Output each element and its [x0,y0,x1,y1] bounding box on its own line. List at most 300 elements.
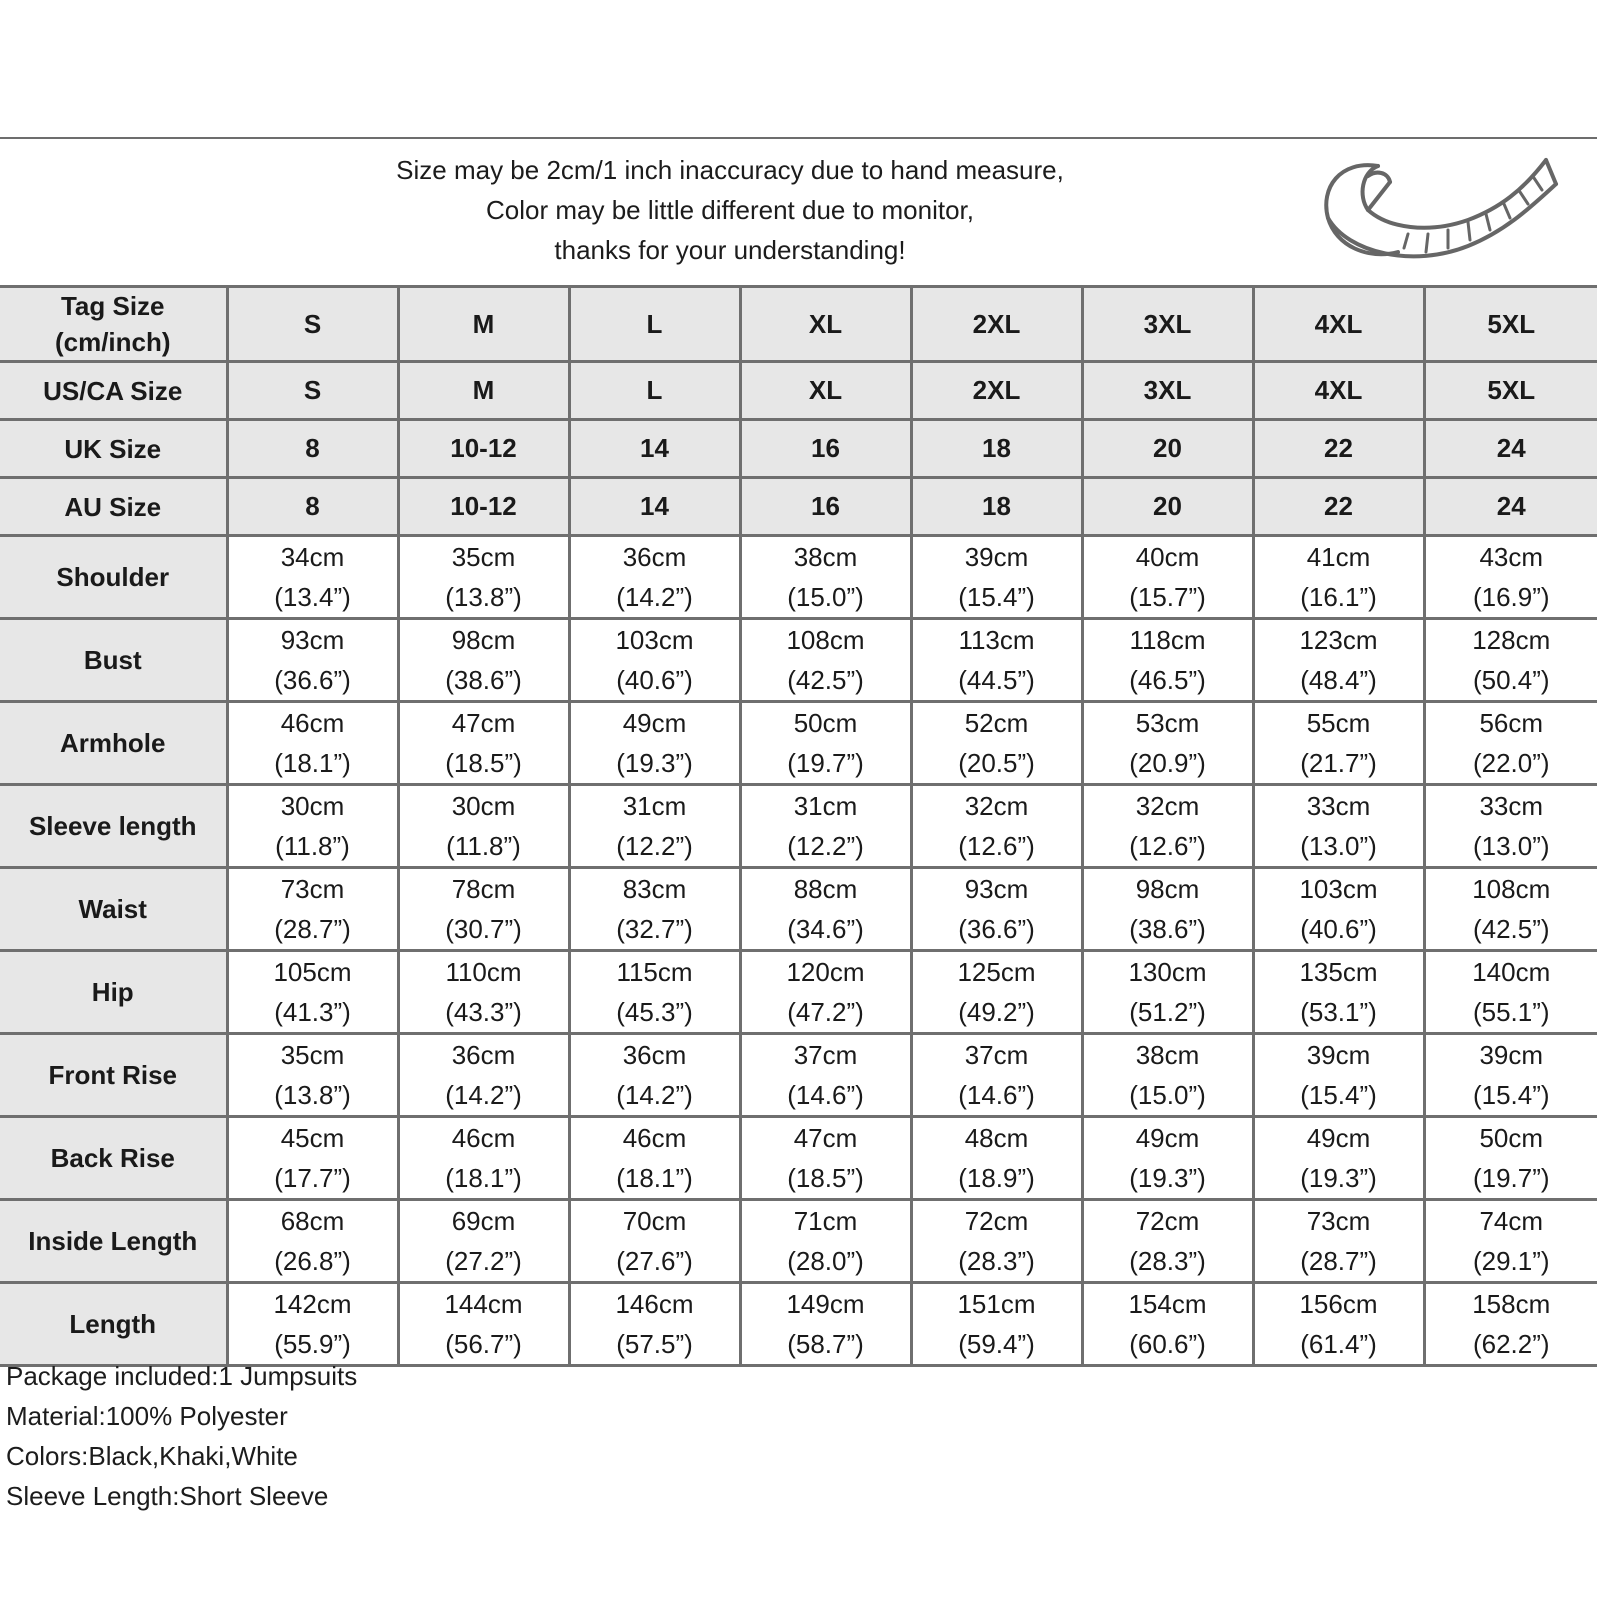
size-cell: L [569,362,740,420]
measurement-cell [1253,1283,1424,1366]
size-cell: 3XL [1082,362,1253,420]
value-cm: 39cm [964,542,1029,572]
value-cm: 108cm [786,625,865,655]
value-inch: (32.7”) [616,914,693,944]
value-cm: 50cm [1479,1123,1544,1153]
size-cell: 24 [1424,420,1597,478]
measurement-cell [569,951,740,1034]
value-inch: (41.3”) [274,997,351,1027]
value-inch: (28.7”) [1300,1246,1377,1276]
value-inch: (14.2”) [616,582,693,612]
measurement-cell [740,785,911,868]
value-inch: (18.1”) [445,1163,522,1193]
measurement-cell [1253,702,1424,785]
value-inch: (55.1”) [1472,997,1550,1027]
value-inch: (14.6”) [958,1080,1035,1110]
value-inch: (26.8”) [274,1246,351,1276]
value-cm: 31cm [622,791,687,821]
measurement-cell [569,536,740,619]
value-cm: 98cm [451,625,516,655]
value-cm: 156cm [1299,1289,1378,1319]
measurement-cell [1082,1200,1253,1283]
measurement-cell [911,619,1082,702]
value-cm: 43cm [1479,542,1544,572]
size-cell: M [398,362,569,420]
top-divider [0,137,1597,139]
value-cm: 52cm [964,708,1029,738]
value-cm: 49cm [1135,1123,1200,1153]
measurement-cell [1082,1117,1253,1200]
value-inch: (15.4”) [1472,1080,1550,1110]
measurement-cell [398,536,569,619]
measurement-cell [1424,1200,1597,1283]
value-cm: 41cm [1306,542,1371,572]
value-inch: (15.0”) [787,582,864,612]
value-cm: 128cm [1472,625,1551,655]
value-cm: 30cm [451,791,516,821]
value-inch: (20.5”) [958,748,1035,778]
value-inch: (11.8”) [446,831,521,861]
measurement-cell [227,951,398,1034]
value-inch: (40.6”) [616,665,693,695]
measurement-cell [1253,951,1424,1034]
measurement-cell [1253,868,1424,951]
value-inch: (50.4”) [1472,665,1550,695]
value-cm: 39cm [1306,1040,1371,1070]
value-cm: 46cm [280,708,345,738]
value-cm: 38cm [793,542,858,572]
row-label: US/CA Size [0,362,227,420]
value-cm: 69cm [451,1206,516,1236]
measurement-row [0,1034,1597,1117]
measurement-cell [911,868,1082,951]
measurement-cell [569,1034,740,1117]
measurement-cell [398,1200,569,1283]
value-cm: 40cm [1135,542,1200,572]
value-cm: 50cm [793,708,858,738]
value-inch: (57.5”) [616,1329,693,1359]
row-label: Length [0,1283,227,1366]
value-cm: 110cm [445,957,522,987]
measuring-tape-icon [1318,148,1568,273]
value-inch: (49.2”) [958,997,1035,1027]
measurement-row [0,785,1597,868]
value-inch: (59.4”) [958,1329,1035,1359]
value-cm: 56cm [1479,708,1544,738]
value-inch: (28.0”) [787,1246,864,1276]
measurement-cell [1424,785,1597,868]
size-cell: 10-12 [398,420,569,478]
value-cm: 144cm [444,1289,523,1319]
notice-line-2: Color may be little different due to monitor, [486,195,974,225]
measurement-cell [911,1283,1082,1366]
measurement-cell [569,1117,740,1200]
value-inch: (22.0”) [1472,748,1550,778]
value-cm: 38cm [1135,1040,1200,1070]
value-cm: 36cm [622,1040,687,1070]
value-inch: (19.3”) [616,748,693,778]
size-cell: M [398,287,569,362]
value-inch: (42.5”) [1472,914,1550,944]
measurement-cell [227,1283,398,1366]
value-cm: 49cm [1306,1123,1371,1153]
value-cm: 53cm [1135,708,1200,738]
value-cm: 103cm [615,625,694,655]
size-cell: 5XL [1424,362,1597,420]
measurement-cell [398,1117,569,1200]
value-cm: 32cm [1135,791,1200,821]
value-inch: (13.0”) [1300,831,1377,861]
size-header-row [0,478,1597,536]
size-cell: 18 [911,478,1082,536]
value-inch: (42.5”) [787,665,864,695]
value-inch: (20.9”) [1129,748,1206,778]
value-cm: 146cm [615,1289,694,1319]
measurement-cell [227,1034,398,1117]
measurement-cell [911,536,1082,619]
value-inch: (56.7”) [445,1329,522,1359]
value-inch: (27.6”) [616,1246,693,1276]
value-cm: 78cm [451,874,516,904]
value-cm: 115cm [616,957,693,987]
size-cell: 4XL [1253,287,1424,362]
value-cm: 48cm [964,1123,1029,1153]
measurement-cell [227,536,398,619]
measurement-cell [911,1034,1082,1117]
value-cm: 47cm [793,1123,858,1153]
value-inch: (19.3”) [1300,1163,1377,1193]
measurement-cell [740,619,911,702]
measurement-cell [1424,1034,1597,1117]
value-cm: 93cm [964,874,1029,904]
value-inch: (36.6”) [958,914,1035,944]
size-cell: L [569,287,740,362]
measurement-cell [1253,1117,1424,1200]
value-inch: (12.2”) [787,831,864,861]
value-cm: 83cm [622,874,687,904]
measurement-cell [569,702,740,785]
measurement-cell [569,1200,740,1283]
value-inch: (12.6”) [1129,831,1206,861]
value-inch: (28.3”) [1129,1246,1206,1276]
size-header-row [0,362,1597,420]
measurement-cell [911,1200,1082,1283]
value-cm: 108cm [1472,874,1551,904]
value-cm: 105cm [273,957,352,987]
measurement-cell [740,868,911,951]
measurement-row [0,1283,1597,1366]
value-cm: 140cm [1472,957,1551,987]
measurement-cell [911,785,1082,868]
size-cell: 16 [740,420,911,478]
size-cell: S [227,287,398,362]
value-cm: 73cm [1306,1206,1371,1236]
size-cell: 5XL [1424,287,1597,362]
measurement-cell [398,1283,569,1366]
value-inch: (55.9”) [274,1329,351,1359]
value-cm: 71cm [793,1206,858,1236]
measurement-cell [911,1117,1082,1200]
value-cm: 33cm [1479,791,1544,821]
value-cm: 149cm [786,1289,865,1319]
value-inch: (58.7”) [787,1329,864,1359]
value-inch: (60.6”) [1129,1329,1206,1359]
row-label: Armhole [0,702,227,785]
measurement-notice [330,150,1130,270]
value-inch: (12.6”) [958,831,1035,861]
measurement-row [0,702,1597,785]
size-cell: 3XL [1082,287,1253,362]
size-cell: 8 [227,478,398,536]
value-inch: (45.3”) [616,997,693,1027]
measurement-cell [1253,536,1424,619]
measurement-cell [1082,1034,1253,1117]
value-inch: (51.2”) [1129,997,1206,1027]
measurement-cell [398,785,569,868]
value-cm: 33cm [1306,791,1371,821]
measurement-cell [227,1200,398,1283]
size-cell: S [227,362,398,420]
value-cm: 35cm [280,1040,345,1070]
value-inch: (12.2”) [616,831,693,861]
value-inch: (29.1”) [1472,1246,1550,1276]
value-cm: 46cm [622,1123,687,1153]
size-header-row [0,287,1597,362]
row-label: Back Rise [0,1117,227,1200]
measurement-cell [569,1283,740,1366]
size-cell: 14 [569,420,740,478]
measurement-row [0,951,1597,1034]
size-cell: 22 [1253,478,1424,536]
value-inch: (14.6”) [787,1080,864,1110]
value-inch: (13.8”) [445,582,522,612]
sleeve-length: Sleeve Length:Short Sleeve [6,1481,329,1511]
value-inch: (15.4”) [1300,1080,1377,1110]
value-cm: 39cm [1479,1040,1544,1070]
measurement-cell [911,702,1082,785]
value-inch: (46.5”) [1129,665,1206,695]
measurement-cell [227,702,398,785]
value-cm: 154cm [1128,1289,1207,1319]
notice-line-1: Size may be 2cm/1 inch inaccuracy due to hand measure, [396,155,1064,185]
measurement-cell [1424,868,1597,951]
row-label: Bust [0,619,227,702]
value-cm: 130cm [1128,957,1207,987]
measurement-cell [1082,619,1253,702]
value-cm: 31cm [793,791,858,821]
value-cm: 47cm [451,708,516,738]
value-inch: (14.2”) [616,1080,693,1110]
row-label: UK Size [0,420,227,478]
value-inch: (40.6”) [1300,914,1377,944]
value-cm: 72cm [964,1206,1029,1236]
value-cm: 36cm [622,542,687,572]
value-cm: 49cm [622,708,687,738]
measurement-cell [569,619,740,702]
value-cm: 70cm [622,1206,687,1236]
value-inch: (47.2”) [787,997,864,1027]
size-cell: 20 [1082,420,1253,478]
value-inch: (30.7”) [445,914,522,944]
size-cell: 18 [911,420,1082,478]
measurement-cell [1253,619,1424,702]
measurement-cell [398,1034,569,1117]
value-inch: (28.7”) [274,914,351,944]
value-cm: 68cm [280,1206,345,1236]
value-cm: 46cm [451,1123,516,1153]
value-cm: 125cm [957,957,1036,987]
value-cm: 113cm [958,625,1035,655]
measurement-cell [1082,702,1253,785]
package-included: Package included:1 Jumpsuits [6,1361,358,1391]
value-cm: 123cm [1299,625,1378,655]
measurement-row [0,536,1597,619]
size-cell: 14 [569,478,740,536]
measurement-cell [1082,1283,1253,1366]
row-label: Inside Length [0,1200,227,1283]
value-inch: (13.4”) [274,582,351,612]
value-inch: (38.6”) [445,665,522,695]
measurement-cell [1424,1283,1597,1366]
measurement-cell [1082,868,1253,951]
value-inch: (11.8”) [275,831,350,861]
row-label: Waist [0,868,227,951]
measurement-row [0,1200,1597,1283]
measurement-cell [398,868,569,951]
measurement-cell [1424,619,1597,702]
row-label: Front Rise [0,1034,227,1117]
value-inch: (18.5”) [787,1163,864,1193]
value-inch: (19.7”) [787,748,864,778]
value-inch: (38.6”) [1129,914,1206,944]
measurement-cell [227,868,398,951]
size-cell: 8 [227,420,398,478]
value-inch: (14.2”) [445,1080,522,1110]
value-cm: 32cm [964,791,1029,821]
value-inch: (34.6”) [787,914,864,944]
row-label [0,287,227,362]
value-cm: 88cm [793,874,858,904]
size-cell: 2XL [911,362,1082,420]
value-inch: (48.4”) [1300,665,1377,695]
value-cm: 30cm [280,791,345,821]
measurement-cell [1253,1034,1424,1117]
value-inch: (19.3”) [1129,1163,1206,1193]
value-inch: (61.4”) [1300,1329,1377,1359]
measurement-cell [740,536,911,619]
value-inch: (18.1”) [616,1163,693,1193]
value-inch: (15.7”) [1129,582,1206,612]
value-inch: (15.0”) [1129,1080,1206,1110]
measurement-cell [569,785,740,868]
measurement-cell [1253,1200,1424,1283]
colors: Colors:Black,Khaki,White [6,1441,298,1471]
size-cell: 4XL [1253,362,1424,420]
measurement-cell [227,619,398,702]
measurement-cell [1253,785,1424,868]
value-cm: 135cm [1299,957,1378,987]
row-label: Shoulder [0,536,227,619]
measurement-cell [398,619,569,702]
product-details [6,1356,357,1516]
value-inch: (27.2”) [445,1246,522,1276]
value-cm: 158cm [1472,1289,1551,1319]
measurement-cell [740,1034,911,1117]
measurement-cell [398,951,569,1034]
value-cm: 151cm [957,1289,1036,1319]
measurement-cell [1082,785,1253,868]
value-cm: 45cm [280,1123,345,1153]
value-cm: 73cm [280,874,345,904]
row-label-line: Tag Size [60,291,165,321]
measurement-cell [1082,536,1253,619]
value-cm: 37cm [964,1040,1029,1070]
value-cm: 103cm [1299,874,1378,904]
size-cell: 2XL [911,287,1082,362]
measurement-row [0,868,1597,951]
size-cell: 16 [740,478,911,536]
size-cell: 20 [1082,478,1253,536]
value-cm: 74cm [1479,1206,1544,1236]
measurement-cell [740,951,911,1034]
value-cm: 34cm [280,542,345,572]
value-cm: 37cm [793,1040,858,1070]
measurement-cell [740,702,911,785]
size-chart-table [0,285,1597,1367]
value-cm: 142cm [273,1289,352,1319]
measurement-cell [740,1117,911,1200]
value-inch: (36.6”) [274,665,351,695]
size-cell: 22 [1253,420,1424,478]
measurement-cell [1424,536,1597,619]
size-cell: XL [740,362,911,420]
value-inch: (18.5”) [445,748,522,778]
measurement-cell [740,1283,911,1366]
value-inch: (16.9”) [1472,582,1550,612]
value-inch: (28.3”) [958,1246,1035,1276]
value-cm: 98cm [1135,874,1200,904]
row-label-line: (cm/inch) [54,327,171,357]
measurement-cell [1082,951,1253,1034]
value-inch: (43.3”) [445,997,522,1027]
value-cm: 35cm [451,542,516,572]
row-label: AU Size [0,478,227,536]
size-header-row [0,420,1597,478]
measurement-cell [740,1200,911,1283]
measurement-row [0,619,1597,702]
size-cell: 10-12 [398,478,569,536]
measurement-cell [911,951,1082,1034]
value-cm: 120cm [786,957,865,987]
value-inch: (21.7”) [1300,748,1377,778]
value-cm: 118cm [1129,625,1206,655]
size-cell: 24 [1424,478,1597,536]
value-inch: (62.2”) [1472,1329,1550,1359]
value-cm: 72cm [1135,1206,1200,1236]
measurement-cell [227,785,398,868]
measurement-cell [1424,951,1597,1034]
measurement-cell [569,868,740,951]
value-inch: (53.1”) [1300,997,1377,1027]
measurement-cell [1424,1117,1597,1200]
value-inch: (13.0”) [1472,831,1550,861]
row-label: Sleeve length [0,785,227,868]
measurement-cell [227,1117,398,1200]
measurement-row [0,1117,1597,1200]
value-inch: (18.1”) [274,748,351,778]
value-inch: (18.9”) [958,1163,1035,1193]
material: Material:100% Polyester [6,1401,288,1431]
